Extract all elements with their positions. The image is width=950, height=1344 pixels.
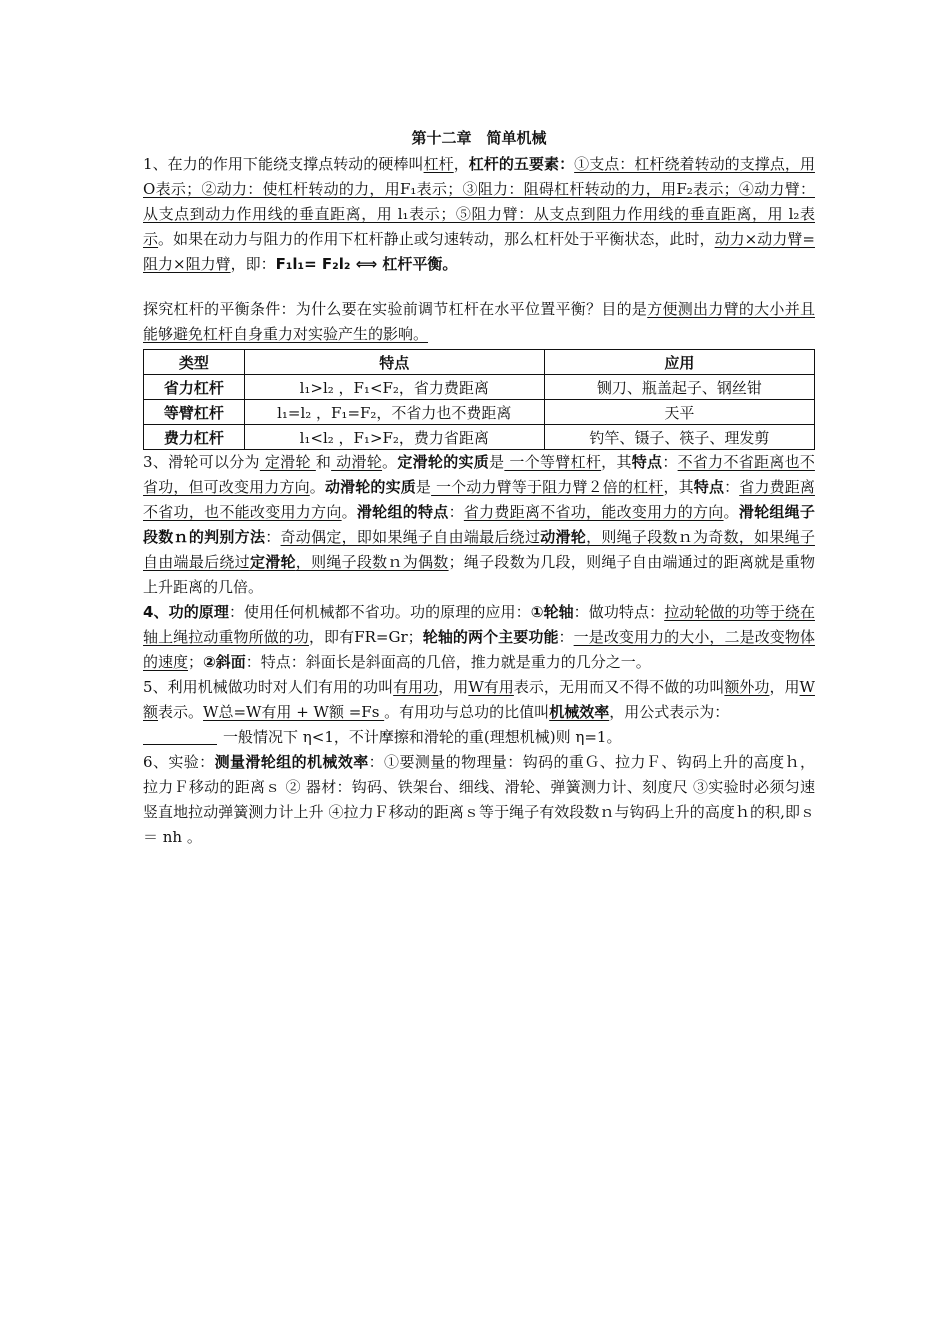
bold-text: 测量滑轮组的机械效率 (214, 753, 369, 771)
text: ： (448, 503, 464, 521)
text: ： (724, 478, 740, 496)
underlined-text: ①支点：杠杆绕着转动的支撑点，用O表示；②动力：使杠杆转动的力，用F₁表示；③阻力：阻碍杠杆转动的力，用F₂表示；④动力臂：从支点到动力作用线的垂直距离，用 l₁表示；⑤阻力臂：从支点到阻力作用线的垂直距离，用 l₂表示 (143, 155, 815, 248)
underlined-text: W总=W有用 + W额 =Fs (203, 703, 385, 721)
text: ， (453, 155, 469, 173)
cell-application: 天平 (544, 400, 814, 425)
underlined-text: ，则绳子段数ｎ为奇数，如果绳子自由端最后绕过 (143, 528, 815, 571)
text: ：特点：斜面长是斜面高的几倍，推力就是重力的几分之一。 (245, 653, 651, 671)
text: 表示。 (158, 703, 204, 721)
section-5-efficiency (143, 675, 815, 750)
section-1-lever (143, 152, 815, 277)
table-row (144, 375, 815, 400)
text: 一般情况下 η<1，不计摩擦和滑轮的重(理想机械)则 η=1。 (223, 728, 622, 746)
text: 表示，无用而又不得不做的功叫 (513, 678, 725, 696)
cell-type: 费力杠杆 (144, 425, 245, 450)
bold-underlined-text: 机械效率 (549, 703, 610, 721)
text: ，用 (769, 678, 800, 696)
bold-underlined-text: 动滑轮 (540, 528, 587, 546)
text: 1、在力的作用下能绕支撑点转动的硬棒叫 (143, 155, 424, 173)
bold-text: 动滑轮的实质 (324, 478, 416, 496)
bold-text: 特点 (693, 478, 725, 496)
bold-underlined-text: 定滑轮 (249, 553, 296, 571)
underlined-text: 一是改变用力的大小，二是改变物体的速度 (143, 628, 815, 671)
underlined-text: 一个等臂杠杆 (504, 453, 602, 471)
cell-feature: l₁=l₂ ，F₁=F₂，不省力也不费距离 (244, 400, 544, 425)
cell-feature: l₁>l₂ ，F₁<F₂，省力费距离 (244, 375, 544, 400)
text: 。如果在动力与阻力的作用下杠杆静止或匀速转动，那么杠杆处于平衡状态，此时， (158, 230, 715, 248)
underlined-text: 一个动力臂等于阻力臂２倍的杠杆 (431, 478, 664, 496)
text: ，即： (230, 255, 276, 273)
text: 是 (415, 478, 432, 496)
formula-blank (143, 729, 217, 745)
text: ；绳子段数为几段，则绳子自由端通过的距离就是重物上升距离的几倍。 (143, 553, 815, 596)
bold-text: ②斜面 (203, 653, 246, 671)
underlined-text: 拉动轮做的功等于绕在轴上绳拉动重物所做的功 (143, 603, 815, 646)
cell-application: 钓竿、镊子、筷子、理发剪 (544, 425, 814, 450)
text: 和 (315, 453, 332, 471)
bold-text: 4、功的原理 (143, 603, 229, 621)
underlined-text: 有用功 (393, 678, 439, 696)
spacer (143, 277, 815, 297)
underlined-text: 方便测出力臂的大小并且能够避免杠杆自身重力对实验产生的影响。 (143, 300, 815, 343)
chapter-title: 第十二章 简单机械 (411, 129, 547, 147)
bold-text: 定滑轮的实质 (397, 453, 490, 471)
bold-text: 滑轮组绳子段数ｎ的判别方法 (143, 503, 815, 546)
cell-application: 铡刀、瓶盖起子、钢丝钳 (544, 375, 814, 400)
bold-text: 滑轮组的特点 (356, 503, 449, 521)
underlined-text: 定滑轮 (259, 453, 316, 471)
text: 3、滑轮可以分为 (143, 453, 260, 471)
bold-text: 特点 (631, 453, 663, 471)
text: ，即有FR=Gr； (308, 628, 423, 646)
section-2-experiment (143, 297, 815, 347)
underlined-text: ，则绳子段数ｎ为偶数 (295, 553, 449, 571)
text: 探究杠杆的平衡条件：为什么要在实验前调节杠杆在水平位置平衡？目的是 (143, 300, 648, 318)
text: ：做功特点： (573, 603, 665, 621)
section-4-work-principle (143, 600, 815, 675)
text: 6、实验： (143, 753, 215, 771)
text: ：使用任何机械都不省功。功的原理的应用： (228, 603, 531, 621)
underlined-text: 动滑轮 (331, 453, 383, 471)
underlined-text: 动力×动力臂=阻力×阻力臂 (143, 230, 815, 273)
text: ：①要测量的物理量：钩码的重Ｇ、拉力Ｆ、钩码上升的高度ｈ， 拉力Ｆ移动的距离ｓ ② 器材：钩码、铁架台、细线、滑轮、弹簧测力计、刻度尺 ③实验时必须匀速竖直地拉动弹簧测力计上升 ④拉力Ｆ移动的距离ｓ等于绳子有效段数ｎ与钩码上升的高度ｈ的积,即ｓ ＝ nh 。 (143, 753, 815, 846)
text: ： (265, 528, 281, 546)
header-type: 类型 (144, 350, 245, 375)
document-page (143, 126, 815, 850)
bold-text: 杠杆的五要素： (468, 155, 575, 173)
text: 。 (723, 503, 739, 521)
underlined-text: W有用 (468, 678, 514, 696)
text: 5、利用机械做功时对人们有用的功叫 (143, 678, 394, 696)
underlined-text: W额 (143, 678, 815, 721)
header-feature: 特点 (244, 350, 544, 375)
text: ，其 (601, 453, 632, 471)
table-header-row (144, 350, 815, 375)
text: ，其 (663, 478, 694, 496)
header-application: 应用 (544, 350, 814, 375)
text: ，用 (438, 678, 469, 696)
underlined-text: 奇动偶定，即如果绳子自由端最后绕过 (280, 528, 541, 546)
table-row (144, 425, 815, 450)
underlined-text: 省力费距离不省功，也不能改变用力方向 (143, 478, 815, 521)
underlined-text: 不省力不省距离也不省功，但可改变用力方向 (143, 453, 815, 496)
text: 。有用功与总功的比值叫 (384, 703, 550, 721)
text: 。 (341, 503, 357, 521)
underlined-text: 杠杆 (423, 155, 454, 173)
bold-text: 轮轴的两个主要功能 (422, 628, 559, 646)
section-6-experiment (143, 750, 815, 850)
text: ； (188, 653, 204, 671)
text: 。 (309, 478, 325, 496)
bold-text: ①轮轴 (530, 603, 574, 621)
cell-type: 等臂杠杆 (144, 400, 245, 425)
cell-type: 省力杠杆 (144, 375, 245, 400)
text: ： (558, 628, 574, 646)
text: 是 (489, 453, 505, 471)
section-3-pulley (143, 450, 815, 600)
cell-feature: l₁<l₂ ，F₁>F₂，费力省距离 (244, 425, 544, 450)
table-row (144, 400, 815, 425)
underlined-text: 额外功 (724, 678, 770, 696)
lever-types-table (143, 349, 815, 450)
balance-formula: F₁l₁= F₂l₂ ⟺ 杠杆平衡。 (275, 255, 458, 273)
text: 。 (382, 453, 398, 471)
text: ，用公式表示为： (609, 703, 730, 721)
underlined-text: 省力费距离不省功，能改变用力的方向 (463, 503, 724, 521)
text: ： (662, 453, 678, 471)
